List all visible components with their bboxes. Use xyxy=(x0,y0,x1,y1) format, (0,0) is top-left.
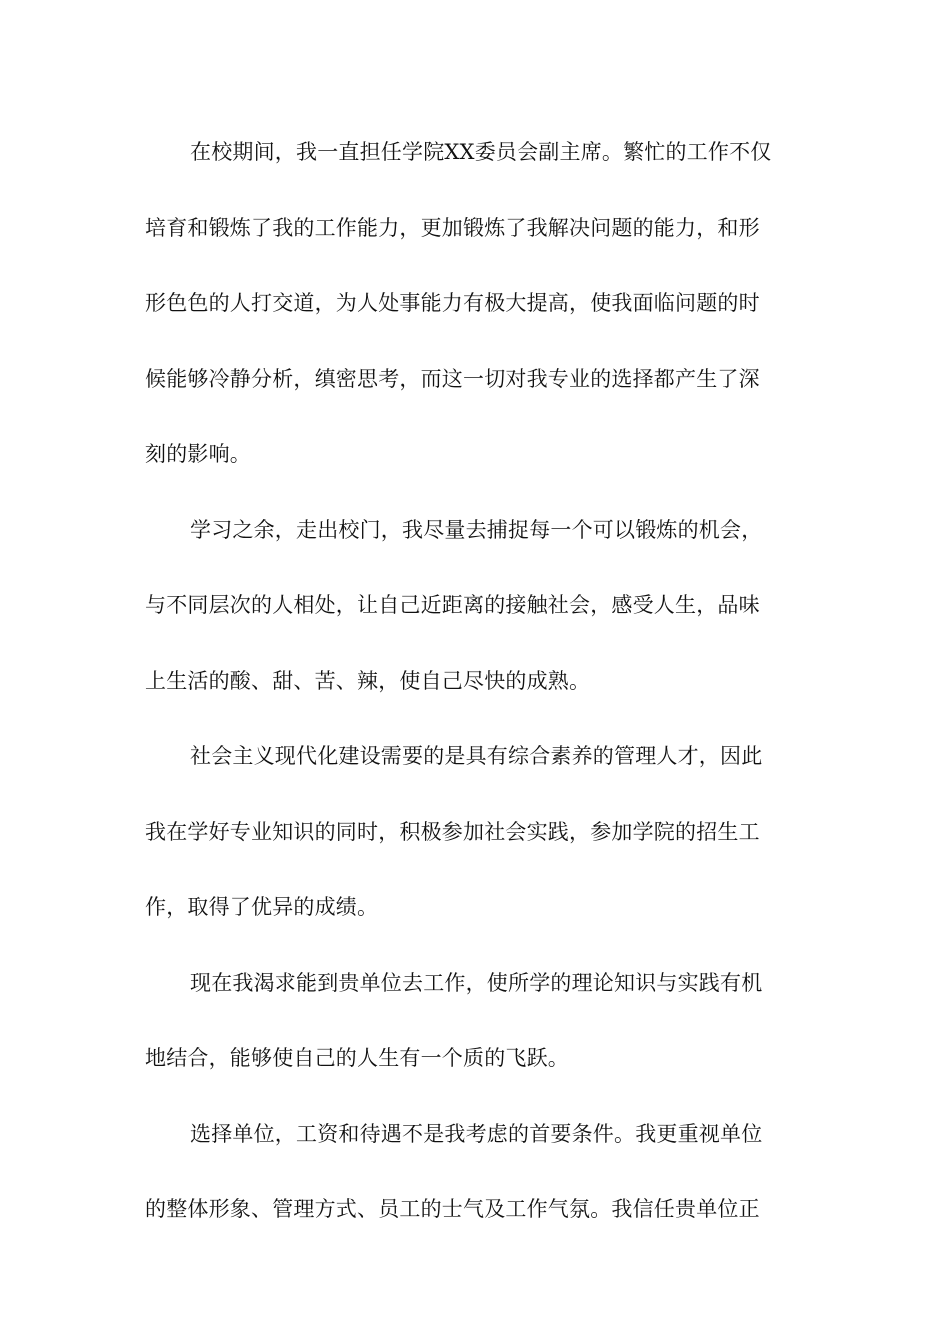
text-line: 刻的影响。 xyxy=(145,442,251,466)
text-line: 候能够冷静分析，缜密思考，而这一切对我专业的选择都产生了深 xyxy=(145,366,760,391)
text-line: 地结合，能够使自己的人生有一个质的飞跃。 xyxy=(145,1046,569,1070)
text-line: 在校期间，我一直担任学院XX委员会副主席。繁忙的工作不仅 xyxy=(190,140,772,164)
text-line: 培育和锻炼了我的工作能力，更加锻炼了我解决问题的能力，和形 xyxy=(145,215,760,240)
document-body xyxy=(145,115,805,1248)
paragraph-3 xyxy=(145,719,805,946)
text-line: 与不同层次的人相处，让自己近距离的接触社会，感受人生，品味 xyxy=(145,593,760,617)
text-line: 学习之余，走出校门，我尽量去捕捉每一个可以锻炼的机会， xyxy=(190,517,763,542)
paragraph-1 xyxy=(145,115,805,493)
text-line: 选择单位，工资和待遇不是我考虑的首要条件。我更重视单位 xyxy=(190,1121,763,1146)
text-line: 社会主义现代化建设需要的是具有综合素养的管理人才，因此 xyxy=(190,744,763,768)
paragraph-4 xyxy=(145,946,805,1097)
text-line: 上生活的酸、甜、苦、辣，使自己尽快的成熟。 xyxy=(145,668,591,693)
text-line: 形色色的人打交道，为人处事能力有极大提高，使我面临问题的时 xyxy=(145,291,760,315)
text-line: 作，取得了优异的成绩。 xyxy=(145,895,379,919)
paragraph-5 xyxy=(145,1097,805,1248)
paragraph-2 xyxy=(145,493,805,720)
text-line: 我在学好专业知识的同时，积极参加社会实践，参加学院的招生工 xyxy=(145,819,760,844)
text-line: 的整体形象、管理方式、员工的士气及工作气氛。我信任贵单位正 xyxy=(145,1197,760,1221)
text-line: 现在我渴求能到贵单位去工作，使所学的理论知识与实践有机 xyxy=(190,970,763,995)
